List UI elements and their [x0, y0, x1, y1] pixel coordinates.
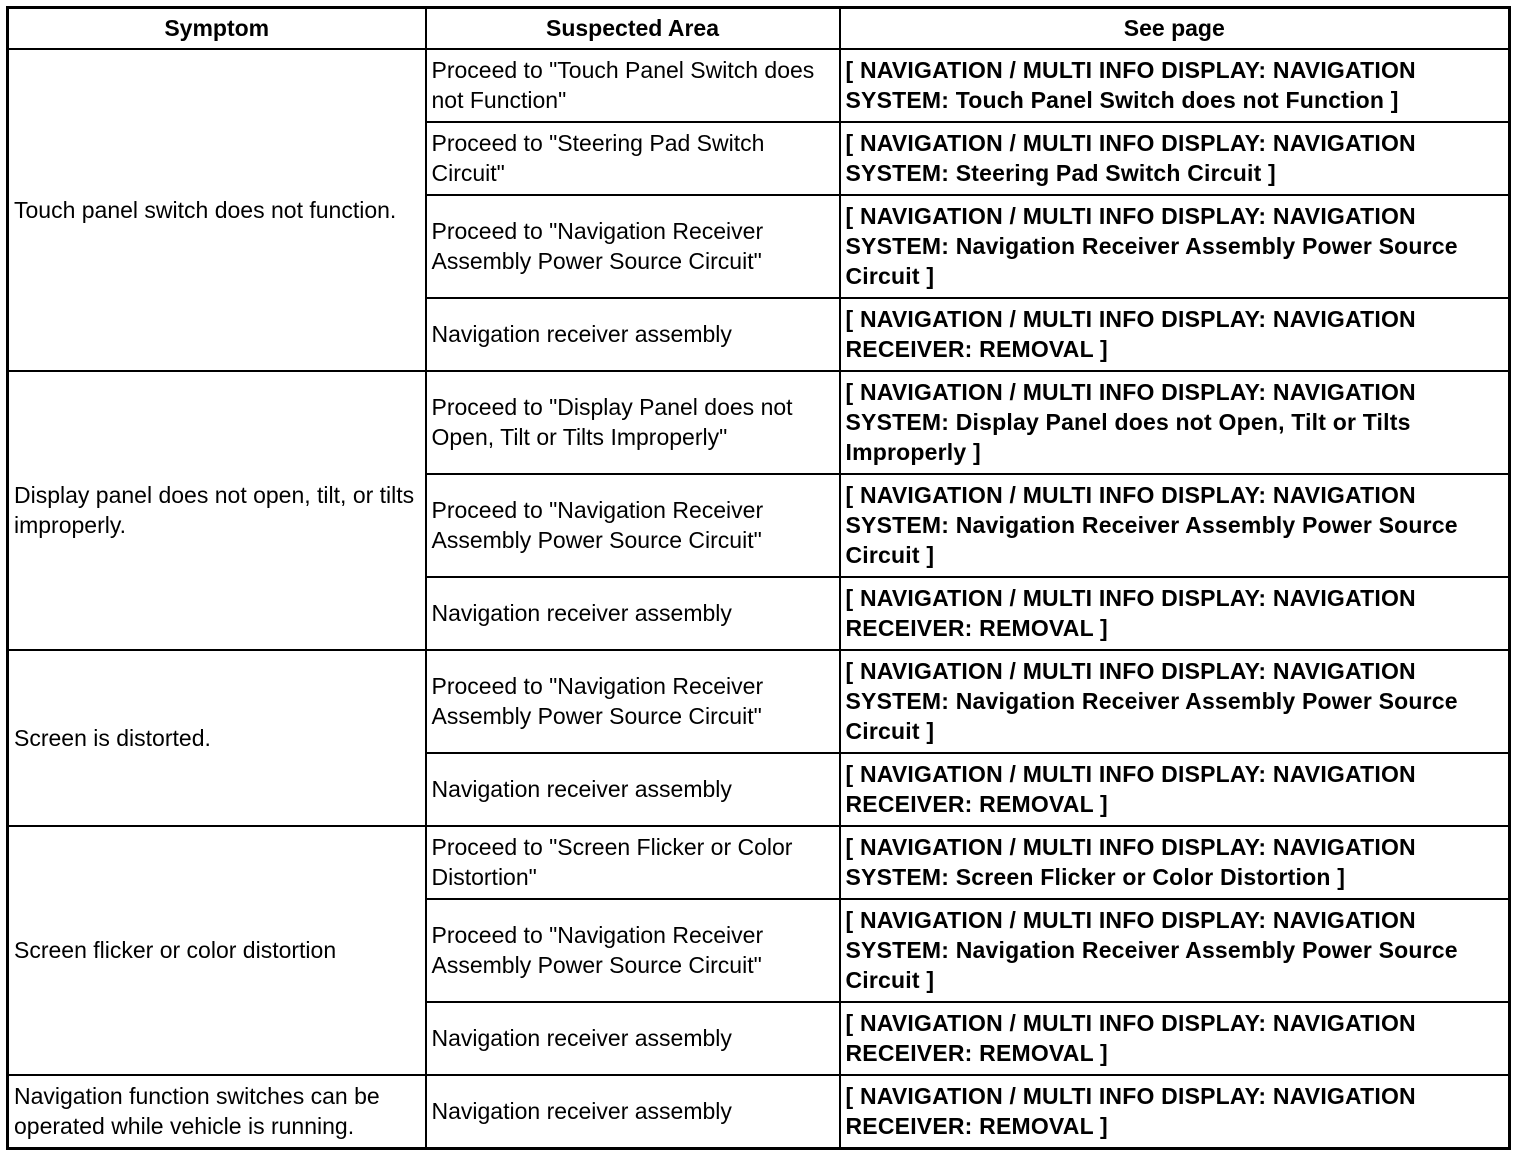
suspected-area-cell: Navigation receiver assembly: [426, 753, 840, 826]
suspected-area-cell: Navigation receiver assembly: [426, 577, 840, 650]
suspected-area-cell: Proceed to "Display Panel does not Open, Tilt or Tilts Improperly": [426, 371, 840, 474]
suspected-area-cell: Proceed to "Screen Flicker or Color Distortion": [426, 826, 840, 899]
header-row: [8, 8, 1510, 50]
suspected-area-cell: Navigation receiver assembly: [426, 1075, 840, 1149]
suspected-area-cell: Navigation receiver assembly: [426, 298, 840, 371]
table-row: [8, 49, 1510, 122]
symptom-cell: Screen flicker or color distortion: [8, 826, 426, 1075]
header-see-page: See page: [840, 8, 1510, 50]
header-symptom: Symptom: [8, 8, 426, 50]
see-page-link[interactable]: [ NAVIGATION / MULTI INFO DISPLAY: NAVIGATION RECEIVER: REMOVAL ]: [840, 753, 1510, 826]
suspected-area-cell: Proceed to "Navigation Receiver Assembly Power Source Circuit": [426, 195, 840, 298]
symptom-cell: Touch panel switch does not function.: [8, 49, 426, 371]
symptom-cell: Screen is distorted.: [8, 650, 426, 826]
see-page-link[interactable]: [ NAVIGATION / MULTI INFO DISPLAY: NAVIGATION RECEIVER: REMOVAL ]: [840, 298, 1510, 371]
suspected-area-cell: Proceed to "Navigation Receiver Assembly Power Source Circuit": [426, 474, 840, 577]
header-suspected-area: Suspected Area: [426, 8, 840, 50]
suspected-area-cell: Proceed to "Navigation Receiver Assembly Power Source Circuit": [426, 650, 840, 753]
see-page-link[interactable]: [ NAVIGATION / MULTI INFO DISPLAY: NAVIGATION SYSTEM: Display Panel does not Open, Tilt or Tilts Improperly ]: [840, 371, 1510, 474]
see-page-link[interactable]: [ NAVIGATION / MULTI INFO DISPLAY: NAVIGATION RECEIVER: REMOVAL ]: [840, 1075, 1510, 1149]
suspected-area-cell: Proceed to "Navigation Receiver Assembly Power Source Circuit": [426, 899, 840, 1002]
table-row: [8, 371, 1510, 474]
see-page-link[interactable]: [ NAVIGATION / MULTI INFO DISPLAY: NAVIGATION SYSTEM: Steering Pad Switch Circuit ]: [840, 122, 1510, 195]
troubleshooting-table: [6, 6, 1511, 1150]
symptom-cell: Navigation function switches can be operated while vehicle is running.: [8, 1075, 426, 1149]
see-page-link[interactable]: [ NAVIGATION / MULTI INFO DISPLAY: NAVIGATION SYSTEM: Screen Flicker or Color Distortion ]: [840, 826, 1510, 899]
see-page-link[interactable]: [ NAVIGATION / MULTI INFO DISPLAY: NAVIGATION SYSTEM: Navigation Receiver Assembly Power Source Circuit ]: [840, 899, 1510, 1002]
table-row: [8, 1075, 1510, 1149]
table-row: [8, 650, 1510, 753]
suspected-area-cell: Proceed to "Touch Panel Switch does not Function": [426, 49, 840, 122]
see-page-link[interactable]: [ NAVIGATION / MULTI INFO DISPLAY: NAVIGATION RECEIVER: REMOVAL ]: [840, 1002, 1510, 1075]
see-page-link[interactable]: [ NAVIGATION / MULTI INFO DISPLAY: NAVIGATION SYSTEM: Navigation Receiver Assembly Power Source Circuit ]: [840, 474, 1510, 577]
suspected-area-cell: Proceed to "Steering Pad Switch Circuit": [426, 122, 840, 195]
see-page-link[interactable]: [ NAVIGATION / MULTI INFO DISPLAY: NAVIGATION SYSTEM: Touch Panel Switch does not Function ]: [840, 49, 1510, 122]
symptom-cell: Display panel does not open, tilt, or tilts improperly.: [8, 371, 426, 650]
table-row: [8, 826, 1510, 899]
suspected-area-cell: Navigation receiver assembly: [426, 1002, 840, 1075]
see-page-link[interactable]: [ NAVIGATION / MULTI INFO DISPLAY: NAVIGATION SYSTEM: Navigation Receiver Assembly Power Source Circuit ]: [840, 195, 1510, 298]
see-page-link[interactable]: [ NAVIGATION / MULTI INFO DISPLAY: NAVIGATION RECEIVER: REMOVAL ]: [840, 577, 1510, 650]
see-page-link[interactable]: [ NAVIGATION / MULTI INFO DISPLAY: NAVIGATION SYSTEM: Navigation Receiver Assembly Power Source Circuit ]: [840, 650, 1510, 753]
